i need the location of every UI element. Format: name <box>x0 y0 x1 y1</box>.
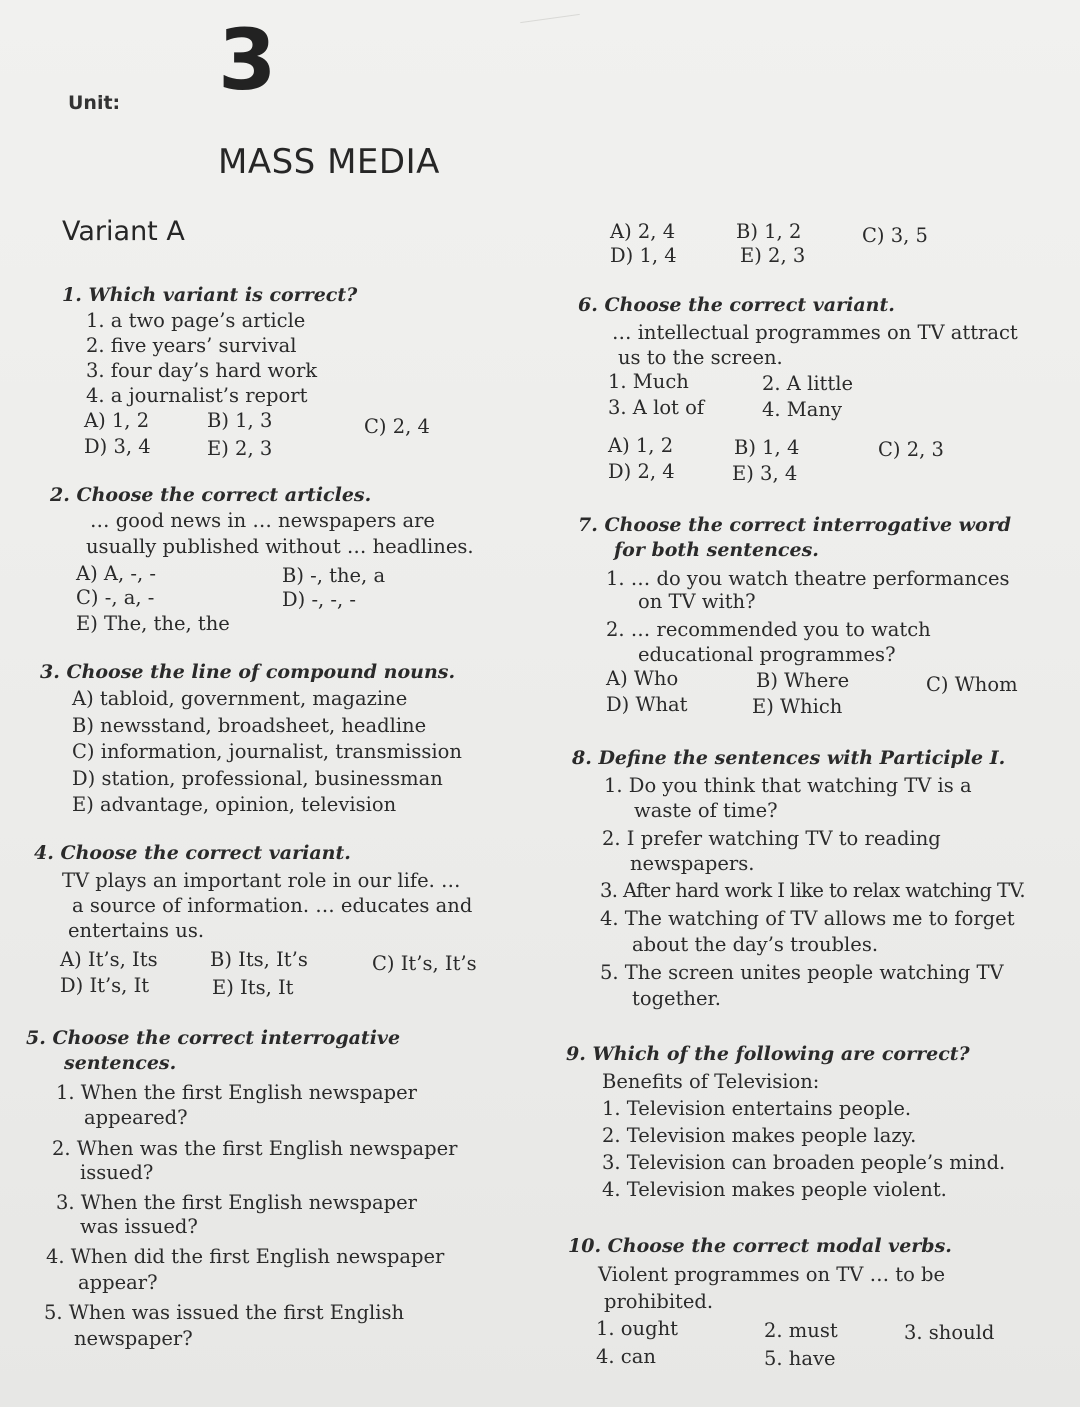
list-item-cont: appear? <box>78 1271 158 1294</box>
option-b: B) 1, 2 <box>736 220 802 243</box>
option-a: A) Who <box>606 667 679 690</box>
question-9-title: 9. Which of the following are correct? <box>566 1043 970 1065</box>
option-c: C) information, journalist, transmission <box>72 740 462 763</box>
option-c: C) 3, 5 <box>862 224 928 247</box>
list-item-cont: waste of time? <box>634 799 778 822</box>
question-3-options <box>72 686 462 819</box>
option-c: C) It’s, It’s <box>372 952 477 975</box>
question-text-line: … good news in … newspapers are <box>90 509 435 532</box>
option-e: E) 2, 3 <box>740 244 806 267</box>
list-item: 4. The watching of TV allows me to forget <box>600 907 1015 930</box>
list-item: 2. A little <box>762 372 854 395</box>
option-a: A) A, -, - <box>76 562 156 585</box>
question-text-line: a source of information. … educates and <box>72 894 473 917</box>
option-c: C) Whom <box>926 673 1018 696</box>
list-item: 3. When the first English newspaper <box>56 1191 417 1214</box>
option-d: D) 1, 4 <box>610 244 677 267</box>
option-d: D) -, -, - <box>282 588 357 611</box>
option-a: A) 2, 4 <box>610 220 676 243</box>
list-item: 3. After hard work I like to relax watching TV. <box>600 879 1026 902</box>
list-item: 3. should <box>904 1321 995 1344</box>
option-b: B) Its, It’s <box>210 948 308 971</box>
question-text-line: TV plays an important role in our life. … <box>62 869 461 892</box>
question-text-line: prohibited. <box>604 1290 714 1313</box>
list-item: 3. Television can broaden people’s mind. <box>602 1151 1006 1174</box>
list-item-cont: on TV with? <box>638 590 756 613</box>
option-a: A) 1, 2 <box>608 434 674 457</box>
question-1-title: 1. Which variant is correct? <box>62 284 358 306</box>
question-1 <box>62 283 357 308</box>
option-e: E) advantage, opinion, television <box>72 793 397 816</box>
list-item: 5. When was issued the first English <box>44 1301 405 1324</box>
option-d: D) station, professional, businessman <box>72 766 443 790</box>
question-9-items <box>602 1068 1005 1203</box>
list-item: 2. When was the first English newspaper <box>52 1137 458 1160</box>
question-text-line: us to the screen. <box>618 346 783 369</box>
option-c: C) -, a, - <box>76 586 155 609</box>
option-b: B) newsstand, broadsheet, headline <box>72 713 427 737</box>
option-b: B) 1, 4 <box>734 436 800 459</box>
option-e: E) Its, It <box>212 976 294 999</box>
question-5-title: 5. Choose the correct interrogative <box>26 1027 401 1049</box>
question-text-line: usually published without … headlines. <box>86 535 474 558</box>
question-2-text <box>86 508 474 560</box>
list-item: 1. When the first English newspaper <box>56 1081 417 1104</box>
question-8-title: 8. Define the sentences with Participle I. <box>572 747 1006 769</box>
option-d: D) What <box>606 693 688 716</box>
page-title: MASS MEDIA <box>218 142 440 182</box>
question-7-title: 7. Choose the correct interrogative word <box>578 514 1011 536</box>
question-6-title: 6. Choose the correct variant. <box>578 294 895 316</box>
list-item-cont: issued? <box>80 1161 154 1184</box>
option-e: E) 3, 4 <box>732 462 798 485</box>
list-item: 2. … recommended you to watch <box>606 618 931 641</box>
list-item: 4. Many <box>762 398 842 421</box>
list-item: 2. must <box>764 1319 838 1342</box>
list-item-cont: newspapers. <box>630 852 755 875</box>
list-item: 3. A lot of <box>608 396 705 419</box>
list-item: 1. a two page’s article <box>86 309 306 332</box>
list-item: 2. Television makes people lazy. <box>602 1124 917 1147</box>
list-item: 3. four day’s hard work <box>86 359 318 382</box>
option-b: B) 1, 3 <box>207 409 273 432</box>
option-e: E) The, the, the <box>76 612 230 635</box>
list-item-cont: newspaper? <box>74 1327 193 1350</box>
option-d: D) It’s, It <box>60 974 150 997</box>
option-b: B) Where <box>756 669 850 692</box>
list-item: 5. have <box>764 1347 836 1370</box>
list-item: 4. can <box>596 1345 656 1368</box>
list-item: 5. The screen unites people watching TV <box>600 961 1004 984</box>
question-2-title: 2. Choose the correct articles. <box>50 484 372 506</box>
option-b: B) -, the, a <box>282 564 386 587</box>
option-e: E) Which <box>752 695 843 718</box>
question-1-items <box>86 308 317 408</box>
question-3-title: 3. Choose the line of compound nouns. <box>40 661 456 683</box>
option-a: A) It’s, Its <box>60 948 158 971</box>
list-item: 2. five years’ survival <box>86 334 297 357</box>
question-9-subtitle: Benefits of Television: <box>602 1070 820 1093</box>
option-e: E) 2, 3 <box>207 437 273 460</box>
list-item: 4. When did the first English newspaper <box>46 1245 445 1268</box>
variant-heading: Variant A <box>62 216 185 247</box>
list-item: 1. Much <box>608 370 689 393</box>
list-item: 1. … do you watch theatre performances <box>606 567 1010 590</box>
unit-label: Unit: <box>68 92 121 114</box>
list-item-cont: educational programmes? <box>638 643 896 666</box>
question-text-line: Violent programmes on TV … to be <box>598 1263 946 1286</box>
list-item-cont: was issued? <box>80 1215 198 1238</box>
question-7-title-cont: for both sentences. <box>614 539 819 561</box>
question-text-line: entertains us. <box>68 919 205 942</box>
question-4-text <box>62 868 472 943</box>
question-10-text <box>598 1261 945 1315</box>
list-item: 1. ought <box>596 1317 678 1340</box>
list-item: 4. a journalist’s report <box>86 384 308 407</box>
option-c: C) 2, 3 <box>878 438 944 461</box>
question-4-title: 4. Choose the correct variant. <box>34 842 351 864</box>
list-item: 4. Television makes people violent. <box>602 1178 947 1201</box>
question-text-line: … intellectual programmes on TV attract <box>612 321 1018 344</box>
option-d: D) 3, 4 <box>84 435 151 458</box>
list-item-cont: about the day’s troubles. <box>632 933 879 956</box>
option-a: A) 1, 2 <box>84 409 150 432</box>
option-a: A) tabloid, government, magazine <box>72 687 408 710</box>
list-item-cont: appeared? <box>84 1106 188 1129</box>
paper-mark <box>520 14 580 23</box>
question-5-title-cont: sentences. <box>64 1052 177 1074</box>
list-item: 1. Do you think that watching TV is a <box>604 774 972 797</box>
option-d: D) 2, 4 <box>608 460 675 483</box>
list-item-cont: together. <box>632 987 721 1010</box>
list-item: 2. I prefer watching TV to reading <box>602 827 941 850</box>
unit-number: 3 <box>218 11 277 109</box>
option-c: C) 2, 4 <box>364 415 430 438</box>
question-10-title: 10. Choose the correct modal verbs. <box>568 1235 952 1257</box>
list-item: 1. Television entertains people. <box>602 1097 912 1120</box>
question-6-text <box>612 320 1018 370</box>
